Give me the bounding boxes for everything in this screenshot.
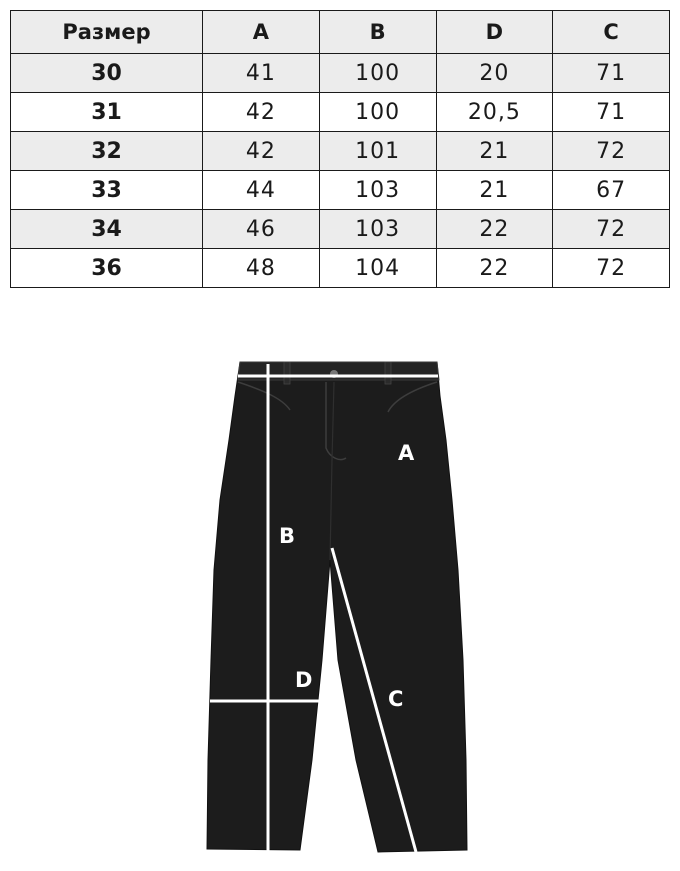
- cell-d: 20,5: [436, 93, 553, 132]
- label-d: D: [295, 668, 313, 692]
- header-c: C: [553, 11, 670, 54]
- size-cell: 32: [11, 132, 203, 171]
- jeans-measurement-diagram: [0, 330, 680, 871]
- header-a: A: [203, 11, 320, 54]
- cell-d: 21: [436, 171, 553, 210]
- cell-b: 103: [319, 210, 436, 249]
- table-row: [11, 132, 670, 171]
- size-cell: 36: [11, 249, 203, 288]
- table-row: [11, 93, 670, 132]
- table-header-row: [11, 11, 670, 54]
- table-row: [11, 210, 670, 249]
- cell-c: 72: [553, 132, 670, 171]
- size-cell: 34: [11, 210, 203, 249]
- cell-d: 22: [436, 249, 553, 288]
- belt-loop: [284, 362, 290, 384]
- cell-d: 22: [436, 210, 553, 249]
- label-c: C: [388, 687, 404, 711]
- cell-b: 103: [319, 171, 436, 210]
- cell-b: 100: [319, 93, 436, 132]
- header-size: Размер: [11, 11, 203, 54]
- cell-d: 21: [436, 132, 553, 171]
- cell-b: 101: [319, 132, 436, 171]
- cell-c: 71: [553, 54, 670, 93]
- label-b: B: [279, 524, 296, 548]
- belt-loop: [385, 362, 391, 384]
- cell-c: 67: [553, 171, 670, 210]
- table-row: [11, 54, 670, 93]
- cell-a: 41: [203, 54, 320, 93]
- size-chart-table: [10, 10, 670, 288]
- cell-c: 71: [553, 93, 670, 132]
- jeans-silhouette: [207, 362, 467, 852]
- cell-a: 44: [203, 171, 320, 210]
- label-a: A: [398, 441, 415, 465]
- cell-a: 48: [203, 249, 320, 288]
- size-cell: 30: [11, 54, 203, 93]
- cell-c: 72: [553, 210, 670, 249]
- size-cell: 33: [11, 171, 203, 210]
- header-d: D: [436, 11, 553, 54]
- cell-c: 72: [553, 249, 670, 288]
- cell-b: 100: [319, 54, 436, 93]
- table-row: [11, 249, 670, 288]
- cell-a: 46: [203, 210, 320, 249]
- table-row: [11, 171, 670, 210]
- cell-d: 20: [436, 54, 553, 93]
- cell-a: 42: [203, 93, 320, 132]
- header-b: B: [319, 11, 436, 54]
- size-cell: 31: [11, 93, 203, 132]
- cell-a: 42: [203, 132, 320, 171]
- cell-b: 104: [319, 249, 436, 288]
